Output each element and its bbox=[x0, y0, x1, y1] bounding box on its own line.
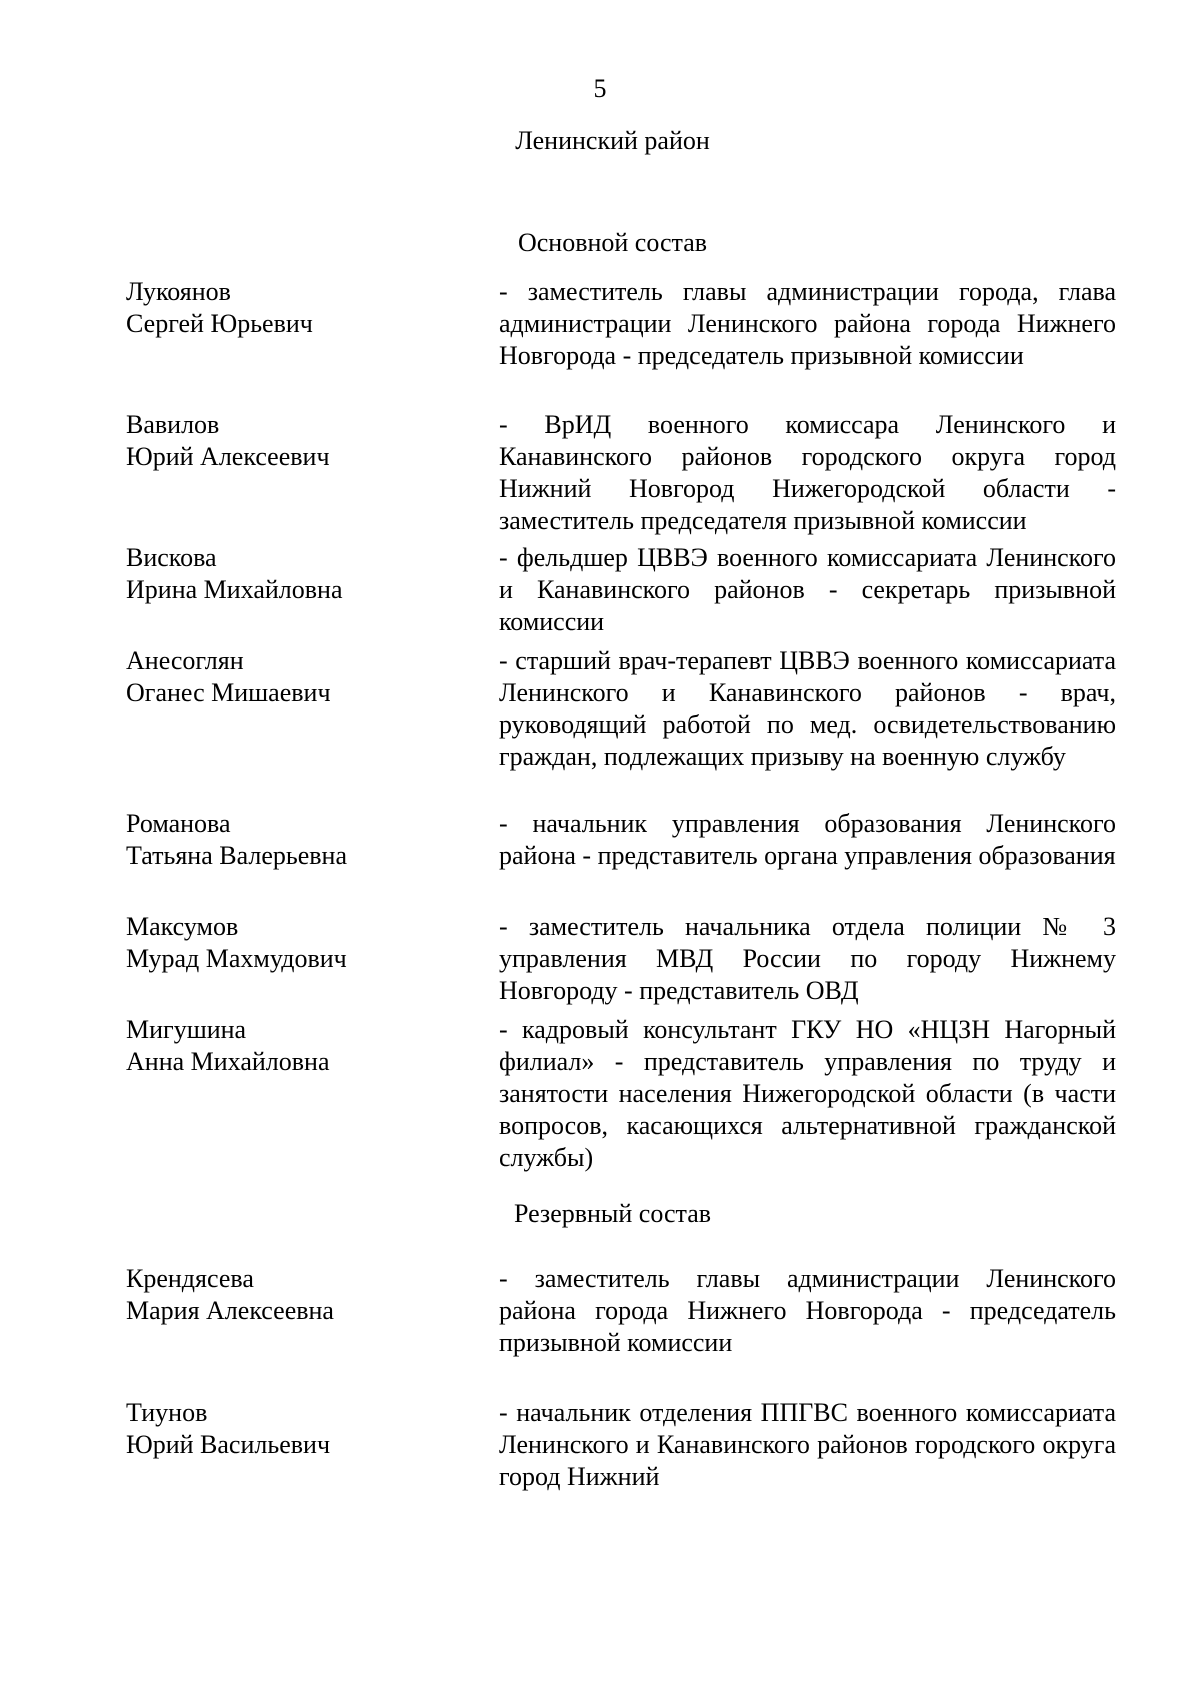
member-name bbox=[126, 1397, 456, 1461]
page-number: 5 bbox=[593, 74, 607, 103]
member-given-names: Мурад Махмудович bbox=[126, 944, 347, 973]
member-role: - кадровый консультант ГКУ НО «НЦЗН Нагорный филиал» - представитель управления по труду и занятости населения Нижегородской области (в части вопросов, касающихся альтернативной гражданской службы) bbox=[499, 1015, 1116, 1172]
member-role: - заместитель главы администрации Ленинского района города Нижнего Новгорода - председатель призывной комиссии bbox=[499, 1264, 1116, 1357]
member-surname: Крендясева bbox=[126, 1264, 254, 1293]
member-role: - начальник отделения ППГВС военного комиссариата Ленинского и Канавинского районов городского округа город Нижний bbox=[499, 1398, 1116, 1491]
member-role: - ВрИД военного комиссара Ленинского и Канавинского районов городского округа город Нижний Новгород Нижегородской области - заместитель председателя призывной комиссии bbox=[499, 410, 1116, 535]
member-name bbox=[126, 1014, 456, 1078]
member-given-names: Юрий Васильевич bbox=[126, 1430, 331, 1459]
main-section-heading: Основной состав bbox=[517, 228, 708, 257]
member-role: - заместитель начальника отдела полиции № 3 управления МВД России по городу Нижнему Новгороду - представитель ОВД bbox=[499, 912, 1116, 1005]
member-surname: Максумов bbox=[126, 912, 239, 941]
member-name bbox=[126, 911, 456, 975]
member-given-names: Татьяна Валерьевна bbox=[126, 841, 347, 870]
member-given-names: Юрий Алексеевич bbox=[126, 442, 330, 471]
member-role: - заместитель главы администрации города, глава администрации Ленинского района города Нижнего Новгорода - председатель призывной комиссии bbox=[499, 277, 1116, 370]
member-name bbox=[126, 808, 456, 872]
reserve-section-heading: Резервный состав bbox=[513, 1199, 712, 1228]
member-surname: Тиунов bbox=[126, 1398, 208, 1427]
member-surname: Анесоглян bbox=[126, 646, 244, 675]
member-given-names: Анна Михайловна bbox=[126, 1047, 330, 1076]
member-surname: Мигушина bbox=[126, 1015, 247, 1044]
member-given-names: Сергей Юрьевич bbox=[126, 309, 313, 338]
member-surname: Вавилов bbox=[126, 410, 220, 439]
member-surname: Лукоянов bbox=[126, 277, 231, 306]
member-name bbox=[126, 542, 456, 606]
member-given-names: Ирина Михайловна bbox=[126, 575, 343, 604]
member-given-names: Оганес Мишаевич bbox=[126, 678, 331, 707]
member-role: - фельдшер ЦВВЭ военного комиссариата Ленинского и Канавинского районов - секретарь призывной комиссии bbox=[499, 543, 1116, 636]
member-given-names: Мария Алексеевна bbox=[126, 1296, 334, 1325]
member-name bbox=[126, 645, 456, 709]
member-role: - начальник управления образования Ленинского района - представитель органа управления образования bbox=[499, 809, 1116, 870]
member-name bbox=[126, 276, 456, 340]
district-title: Ленинский район bbox=[515, 126, 710, 155]
member-name bbox=[126, 1263, 456, 1327]
member-name bbox=[126, 409, 456, 473]
member-surname: Романова bbox=[126, 809, 231, 838]
member-surname: Вискова bbox=[126, 543, 217, 572]
member-role: - старший врач-терапевт ЦВВЭ военного комиссариата Ленинского и Канавинского районов - врач, руководящий работой по мед. освидетельствованию граждан, подлежащих призыву на военную службу bbox=[499, 646, 1116, 771]
